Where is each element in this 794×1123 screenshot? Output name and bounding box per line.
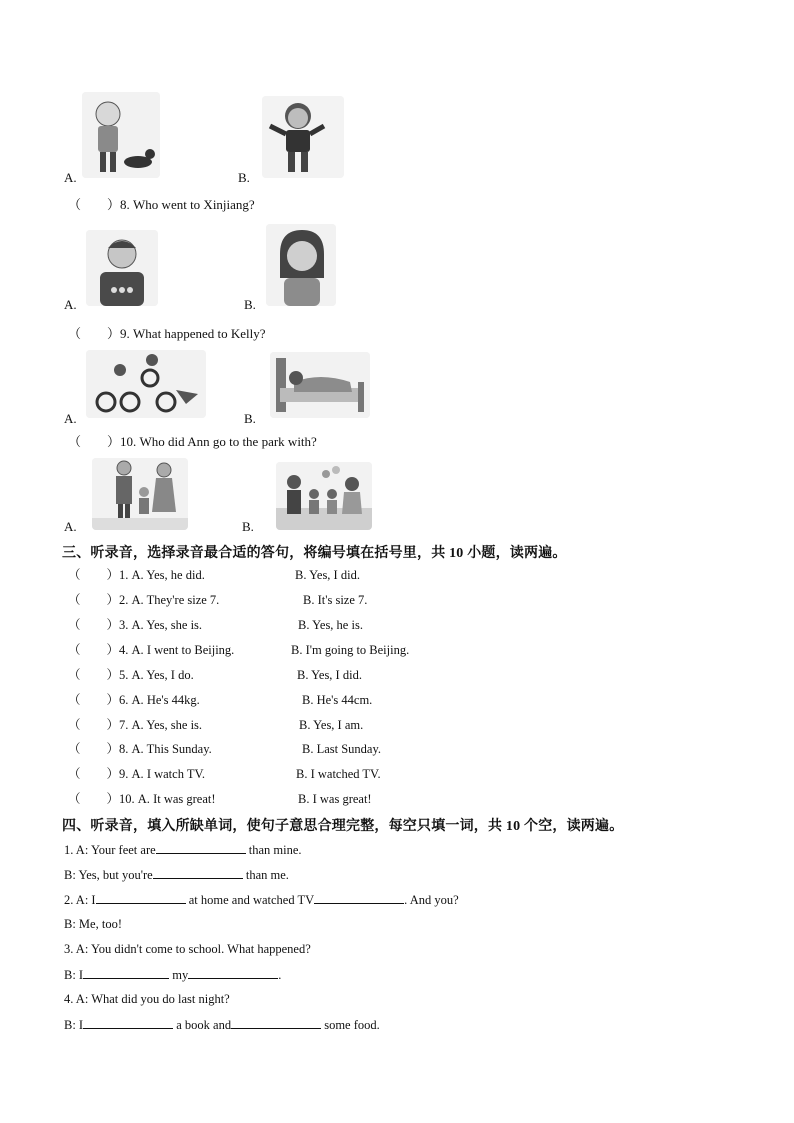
- s4-line-8: B: I a book and some food.: [64, 1018, 380, 1032]
- blank-5[interactable]: [83, 966, 169, 979]
- option-a-label: A.: [64, 170, 77, 185]
- q10-option-b: B.: [242, 519, 254, 534]
- question-9: （ ）9. What happened to Kelly?: [68, 326, 266, 341]
- s3-item-6: （ ）6. A. He's 44kg.: [68, 693, 200, 707]
- s4-line-4: B: Me, too!: [64, 917, 122, 931]
- s4-line-1: 1. A: Your feet are than mine.: [64, 843, 302, 857]
- s3-item-10: （ ）10. A. It was great!: [68, 792, 216, 806]
- option-b-label: B.: [238, 170, 250, 185]
- blank-6[interactable]: [188, 966, 278, 979]
- picture-bike-accident: [86, 350, 206, 418]
- blank-4[interactable]: [314, 891, 404, 904]
- s3-item-7-b: B. Yes, I am.: [299, 718, 364, 732]
- q9-option-a: A.: [64, 411, 77, 426]
- s3-item-8: （ ）8. A. This Sunday.: [68, 742, 212, 756]
- s3-item-6-b: B. He's 44cm.: [302, 693, 373, 707]
- picture-girl-in-bed: [270, 352, 370, 418]
- picture-girl-portrait: [266, 224, 336, 306]
- s3-item-7: （ ）7. A. Yes, she is.: [68, 718, 203, 732]
- s3-item-9-b: B. I watched TV.: [296, 767, 381, 781]
- s3-item-3: （ ）3. A. Yes, she is.: [68, 618, 203, 632]
- s4-line-2: B: Yes, but you're than me.: [64, 868, 289, 882]
- q10-option-a: A.: [64, 519, 77, 534]
- s3-item-5: （ ）5. A. Yes, I do.: [68, 668, 194, 682]
- s3-item-4-b: B. I'm going to Beijing.: [291, 643, 410, 657]
- blank-2[interactable]: [153, 866, 243, 879]
- blank-3[interactable]: [96, 891, 186, 904]
- s3-item-10-b: B. I was great!: [298, 792, 372, 806]
- s3-item-2: （ ）2. A. They're size 7.: [68, 593, 220, 607]
- section-4-heading: 四、听录音，填入所缺单词，使句子意思合理完整，每空只填一词，共 10 个空，读两遍。: [62, 819, 624, 834]
- s3-item-1: （ ）1. A. Yes, he did.: [68, 568, 205, 582]
- s4-line-7: 4. A: What did you do last night?: [64, 992, 230, 1006]
- s3-item-9: （ ）9. A. I watch TV.: [68, 767, 206, 781]
- q9-option-b: B.: [244, 411, 256, 426]
- picture-grandparents-and-girl: [92, 458, 188, 530]
- s3-item-5-b: B. Yes, I did.: [297, 668, 362, 682]
- s3-item-3-b: B. Yes, he is.: [298, 618, 363, 632]
- s3-item-1-b: B. Yes, I did.: [295, 568, 360, 582]
- blank-7[interactable]: [83, 1016, 173, 1029]
- s3-item-8-b: B. Last Sunday.: [302, 742, 382, 756]
- picture-boy-with-dog: [82, 92, 160, 178]
- picture-smiling-boy: [262, 96, 344, 178]
- section-3-heading: 三、听录音，选择录音最合适的答句，将编号填在括号里，共 10 小题，读两遍。: [62, 546, 567, 561]
- question-8: （ ）8. Who went to Xinjiang?: [68, 197, 255, 212]
- blank-8[interactable]: [231, 1016, 321, 1029]
- q8-option-b: B.: [244, 297, 256, 312]
- s3-item-2-b: B. It's size 7.: [303, 593, 368, 607]
- picture-boy-portrait: [86, 230, 158, 306]
- s3-item-4: （ ）4. A. I went to Beijing.: [68, 643, 235, 657]
- s4-line-5: 3. A: You didn't come to school. What happened?: [64, 942, 311, 956]
- question-10: （ ）10. Who did Ann go to the park with?: [68, 434, 317, 449]
- s4-line-3: 2. A: I at home and watched TV . And you?: [64, 893, 459, 907]
- s4-line-6: B: I my .: [64, 968, 282, 982]
- picture-family-in-park: [276, 462, 372, 530]
- q8-option-a: A.: [64, 297, 77, 312]
- blank-1[interactable]: [156, 841, 246, 854]
